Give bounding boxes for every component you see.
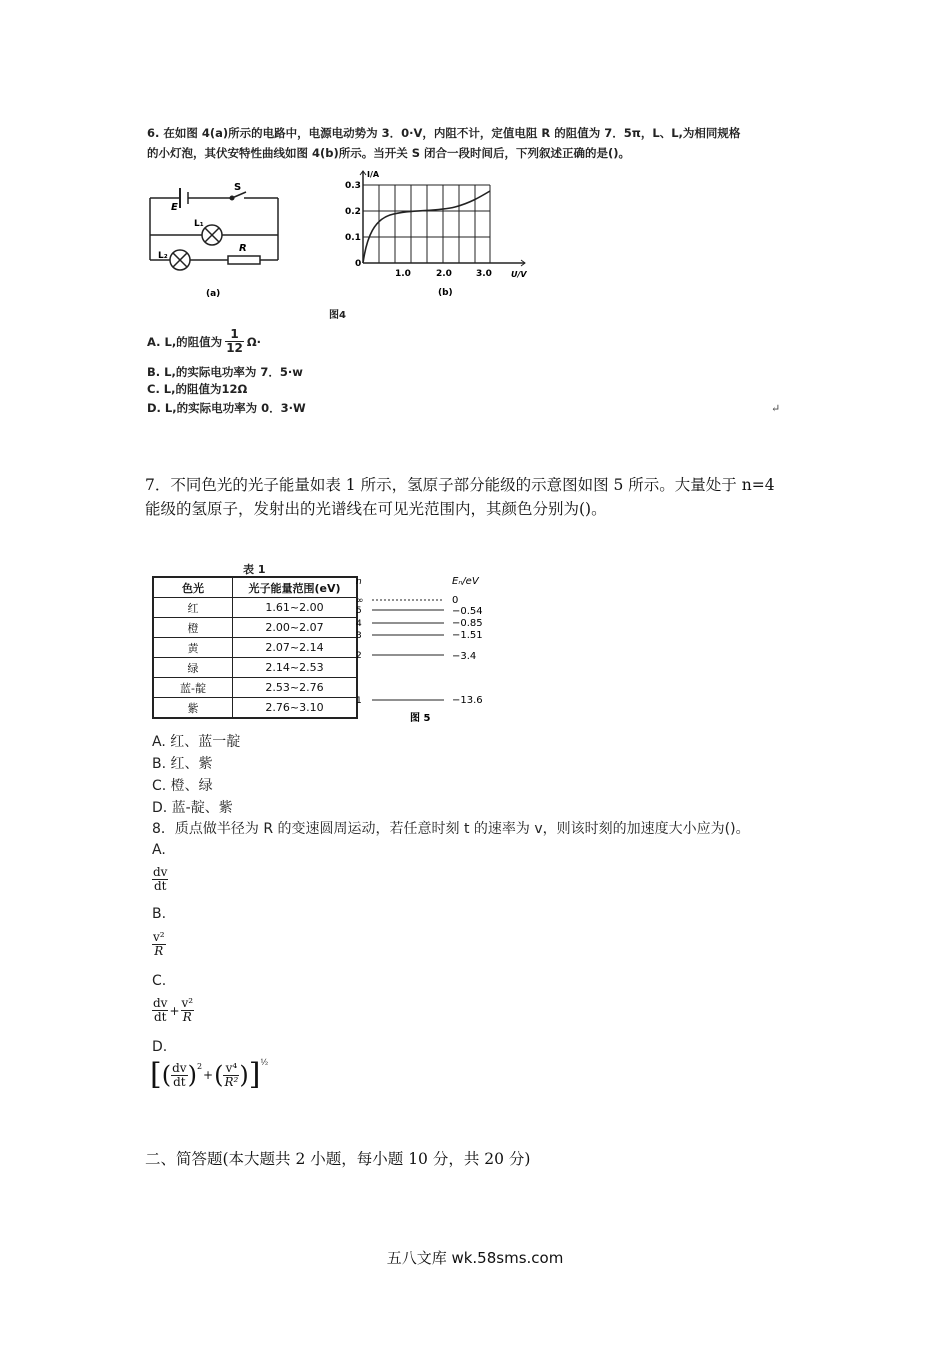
battery-label: E (171, 202, 178, 213)
fraction: $\frac{dv}{dt}$ (153, 996, 168, 1024)
graph-xlabel: U/V (511, 270, 527, 279)
table-cell: 2.14~2.53 (233, 658, 358, 678)
table-row (153, 638, 357, 658)
level-e: −0.54 (452, 606, 483, 617)
q6-option-b: B. L,的实际电功率为 7．5·w (147, 365, 303, 379)
table-header-row (153, 577, 357, 598)
level-e: −3.4 (452, 651, 477, 662)
paren: ( (214, 1061, 224, 1089)
table1-title: 表 1 (243, 563, 266, 576)
paren: ) (187, 1061, 197, 1089)
photon-energy-table (152, 576, 358, 719)
level-e: 0 (452, 595, 459, 606)
y-tick: 0.2 (345, 207, 361, 217)
table-cell: 绿 (153, 658, 233, 678)
graph-caption: (b) (438, 288, 453, 298)
fraction: $\frac{dv}{dt}$ (172, 1060, 187, 1089)
level-n: 3 (356, 631, 362, 641)
y-tick: 0.3 (345, 181, 361, 191)
level-e-label: Eₙ/eV (452, 576, 479, 587)
level-e: −13.6 (452, 695, 483, 706)
q8-stem: 8．质点做半径为 R 的变速圆周运动，若任意时刻 t 的速率为 v，则该时刻的加速度大小应为()。 (152, 821, 750, 837)
table-cell: 紫 (153, 698, 233, 719)
table-row (153, 678, 357, 698)
q7-option-c: C. 橙、绿 (152, 778, 213, 794)
q6-option-a (147, 328, 261, 355)
level-n: 4 (356, 619, 362, 629)
level-n: ∞ (356, 596, 364, 606)
table-row (153, 618, 357, 638)
x-tick: 3.0 (476, 269, 492, 279)
level-n-label: n (356, 577, 362, 587)
resistor-label: R (239, 243, 247, 254)
x-tick: 2.0 (436, 269, 452, 279)
q6-stem-line1: 6. 在如图 4(a)所示的电路中，电源电动势为 3．0·V，内阻不计，定值电阻 R 的阻值为 7．5π，L、L,为相同规格 (147, 126, 741, 140)
q6-option-c: C. L,的阻值为12Ω (147, 382, 248, 396)
q7-stem-line1: 7．不同色光的光子能量如表 1 所示，氢原子部分能级的示意图如图 5 所示。大量处于 n=4 (145, 476, 775, 494)
level-n: 1 (356, 696, 362, 706)
table-row (153, 658, 357, 678)
exponent: 2 (196, 1062, 203, 1071)
graph-ylabel: I/A (367, 170, 380, 179)
lamp2-label: L₂ (158, 251, 168, 261)
paren: ) (239, 1061, 249, 1089)
table-row (153, 698, 357, 719)
circuit-diagram (140, 180, 290, 300)
q6-stem-line2: 的小灯泡，其伏安特性曲线如图 4(b)所示。当开关 S 闭合一段时间后，下列叙述正确的是()。 (147, 146, 631, 160)
footer: 五八文库 wk.58sms.com (386, 1249, 564, 1267)
fraction: $\frac{1}{12}$ (226, 327, 243, 355)
q7-option-b: B. 红、紫 (152, 756, 213, 772)
plus-sign: + (203, 1068, 214, 1082)
section2-title: 二、简答题(本大题共 2 小题，每小题 10 分，共 20 分) (145, 1150, 531, 1168)
q8-option-d-label: D. (152, 1039, 168, 1055)
q7-stem-line2: 能级的氢原子，发射出的光谱线在可见光范围内，其颜色分别为()。 (145, 500, 607, 518)
exponent-half: ½ (260, 1058, 269, 1067)
q6-option-a-unit: Ω· (246, 334, 262, 349)
q8-option-c-formula (152, 997, 194, 1024)
q7-option-a: A. 红、蓝一靛 (152, 734, 241, 750)
table-cell: 2.00~2.07 (233, 618, 358, 638)
q8-option-a-label: A. (152, 842, 166, 858)
q8-option-a-formula (152, 866, 168, 893)
table-cell: 2.07~2.14 (233, 638, 358, 658)
paren: ( (161, 1061, 172, 1089)
table-cell: 2.76~3.10 (233, 698, 358, 719)
table-cell: 2.53~2.76 (233, 678, 358, 698)
figure5-caption: 图 5 (410, 713, 431, 724)
q6-option-d: D. L,的实际电功率为 0．3·W (147, 401, 306, 415)
graph-origin: 0 (355, 259, 362, 269)
q8-option-b-formula (152, 931, 166, 958)
bracket: [ (150, 1057, 162, 1092)
circuit-caption: (a) (206, 289, 221, 299)
table-cell: 1.61~2.00 (233, 598, 358, 618)
bracket: ] (248, 1057, 261, 1092)
figure4-caption: 图4 (329, 310, 346, 321)
table-header: 光子能量范围(eV) (233, 577, 358, 598)
q8-option-d-formula (150, 1057, 269, 1092)
level-e: −0.85 (452, 618, 483, 629)
fraction: $\frac{dv}{dt}$ (153, 865, 168, 893)
y-tick: 0.1 (345, 233, 361, 243)
q8-option-c-label: C. (152, 973, 167, 989)
table-cell: 黄 (153, 638, 233, 658)
plus-sign: + (169, 1003, 180, 1018)
lamp1-label: L₁ (194, 219, 204, 229)
return-mark: ↵ (771, 402, 781, 415)
level-e: −1.51 (452, 630, 483, 641)
fraction: $\frac{\text{v²}}{R}$ (153, 930, 165, 958)
x-tick: 1.0 (395, 269, 411, 279)
table-header: 色光 (153, 577, 233, 598)
table-cell: 橙 (153, 618, 233, 638)
level-n: 2 (356, 651, 362, 661)
fraction: $\frac{\text{v⁴}}{\text{R²}}$ (224, 1060, 239, 1089)
q7-option-d: D. 蓝-靛、紫 (152, 800, 233, 816)
q8-option-b-label: B. (152, 906, 167, 922)
q6-option-a-text: A. L,的阻值为 (147, 334, 223, 349)
table-row (153, 598, 357, 618)
fraction: $\frac{\text{v²}}{R}$ (181, 996, 194, 1024)
energy-level-diagram (352, 570, 492, 725)
table-cell: 蓝-靛 (153, 678, 233, 698)
table-cell: 红 (153, 598, 233, 618)
iv-graph (335, 165, 535, 300)
level-n: 5 (356, 606, 362, 616)
switch-label: S (234, 182, 242, 193)
